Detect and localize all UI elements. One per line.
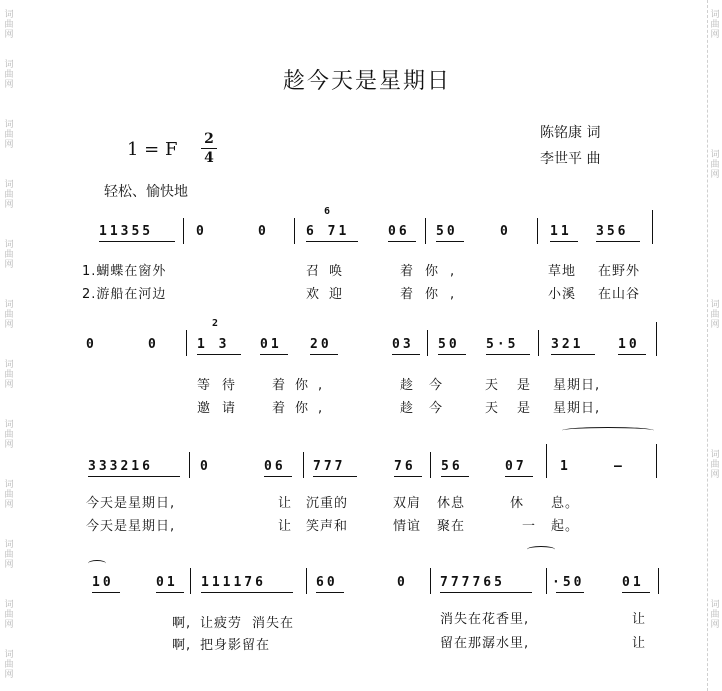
lyric: 是	[517, 401, 532, 416]
time-signature-bottom: 4	[204, 150, 214, 166]
beam	[440, 592, 532, 593]
beam	[486, 354, 530, 355]
song-title: 趁今天是星期日	[283, 69, 452, 94]
lyric: 情谊	[393, 519, 422, 534]
lyric: 让	[278, 519, 293, 534]
bar-line	[306, 568, 307, 594]
lyric: 小溪	[548, 287, 577, 302]
lyric: 趁今	[400, 378, 459, 393]
note-group: 01	[260, 337, 282, 352]
bar-line	[430, 452, 431, 478]
note-group: 0	[196, 224, 207, 239]
bar-line	[427, 330, 428, 356]
lyric: 趁今	[400, 401, 459, 416]
lyric: 着你,	[272, 401, 333, 416]
bar-line	[303, 452, 304, 478]
note-group: 111176	[201, 575, 266, 590]
note-group: 10	[618, 337, 640, 352]
lyric: 双肩	[393, 496, 422, 511]
lyric: 今天是星期日,	[86, 496, 176, 511]
bar-line	[425, 218, 426, 244]
note-group: —	[614, 459, 625, 474]
beam	[438, 354, 466, 355]
note-group: 333216	[88, 459, 153, 474]
lyric: 留在那潺水里,	[440, 636, 530, 651]
lyric: 天	[485, 401, 500, 416]
note-group: 11	[550, 224, 572, 239]
note-group: 03	[392, 337, 414, 352]
watermark: 词曲网	[4, 60, 14, 90]
watermark: 词曲网	[4, 600, 14, 630]
beam	[556, 592, 584, 593]
beam	[197, 354, 241, 355]
beam	[392, 354, 420, 355]
note-group: ·50	[552, 575, 585, 590]
note-group: 1 3	[197, 337, 230, 352]
beam	[618, 354, 646, 355]
lyric: 2.游船在河边	[82, 287, 167, 302]
beam	[156, 592, 184, 593]
watermark: 词曲网	[4, 480, 14, 510]
beam	[550, 241, 578, 242]
beam	[436, 241, 464, 242]
lyric: 消失在	[252, 616, 295, 631]
note-group: 10	[92, 575, 114, 590]
beam	[201, 592, 293, 593]
watermark: 词曲网	[4, 420, 14, 450]
time-signature-line	[201, 148, 217, 149]
beam	[313, 476, 357, 477]
beam	[388, 241, 416, 242]
lyric: 星期日,	[553, 401, 601, 416]
lyric: 邀请	[197, 401, 248, 416]
note-group: 20	[310, 337, 332, 352]
beam	[316, 592, 344, 593]
beam	[260, 354, 288, 355]
watermark: 词曲网	[4, 10, 14, 40]
lyric: 消失在花香里,	[440, 612, 530, 627]
watermark: 词曲网	[4, 540, 14, 570]
watermark: 词曲网	[4, 180, 14, 210]
tie-arc	[88, 560, 106, 567]
lyric: 在山谷	[598, 287, 641, 302]
note-group: 06	[264, 459, 286, 474]
watermark: 词曲网	[4, 240, 14, 270]
note-group: 0	[148, 337, 159, 352]
lyric: 让疲劳	[200, 616, 243, 631]
note-group: 07	[505, 459, 527, 474]
tempo-marking: 轻松、愉快地	[104, 184, 188, 200]
watermark: 词曲网	[710, 600, 720, 630]
note-group: 777	[313, 459, 346, 474]
bar-line	[658, 568, 659, 594]
tie-arc	[562, 427, 654, 434]
lyricist-credit: 陈铭康 词	[540, 125, 601, 141]
lyric: 欢迎	[306, 287, 353, 302]
key-signature: 1 = F	[127, 139, 178, 160]
note-group: 01	[156, 575, 178, 590]
lyric: 1.蝴蝶在窗外	[82, 264, 167, 279]
lyric: 星期日,	[553, 378, 601, 393]
lyric: 召唤	[306, 264, 353, 279]
beam	[622, 592, 650, 593]
watermark: 词曲网	[4, 360, 14, 390]
tie-arc	[527, 546, 555, 553]
note-group: 06	[388, 224, 410, 239]
note-group: 0	[258, 224, 269, 239]
bar-line	[189, 452, 190, 478]
lyric: 在野外	[598, 264, 641, 279]
beam	[306, 241, 358, 242]
note-group: 6 71	[306, 224, 350, 239]
lyric: 把身影留在	[200, 638, 271, 653]
lyric: 啊,	[172, 616, 192, 631]
lyric: 聚在	[437, 519, 466, 534]
bar-line	[656, 322, 657, 356]
lyric: 沉重的	[306, 496, 349, 511]
watermark: 词曲网	[710, 10, 720, 40]
note-group: 56	[441, 459, 463, 474]
watermark: 词曲网	[4, 300, 14, 330]
lyric: 等待	[197, 378, 248, 393]
note-group: 0	[397, 575, 408, 590]
page-margin-line	[707, 0, 708, 691]
watermark: 词曲网	[710, 150, 720, 180]
note-group: 5·5	[486, 337, 519, 352]
bar-line	[537, 218, 538, 244]
bar-line	[546, 444, 547, 478]
lyric: 啊,	[172, 638, 192, 653]
beam	[505, 476, 533, 477]
bar-line	[183, 218, 184, 244]
note-group: 356	[596, 224, 629, 239]
note-group: 321	[551, 337, 584, 352]
bar-line	[538, 330, 539, 356]
lyric: 让	[632, 636, 647, 651]
bar-line	[546, 568, 547, 594]
note-group: 50	[436, 224, 458, 239]
note-group: 60	[316, 575, 338, 590]
lyric: 着你,	[400, 264, 467, 279]
watermark: 词曲网	[4, 650, 14, 680]
note-group: 11355	[99, 224, 154, 239]
beam	[441, 476, 469, 477]
bar-line	[190, 568, 191, 594]
note-group: 1	[560, 459, 571, 474]
grace-note: 6	[324, 206, 334, 217]
note-group: 0	[500, 224, 511, 239]
note-group: 76	[394, 459, 416, 474]
lyric: 休息	[437, 496, 466, 511]
lyric: 让	[632, 612, 647, 627]
note-group: 01	[622, 575, 644, 590]
bar-line	[186, 330, 187, 356]
note-group: 0	[86, 337, 97, 352]
lyric: 息。	[551, 496, 580, 511]
beam	[92, 592, 120, 593]
beam	[551, 354, 595, 355]
time-signature-top: 2	[204, 131, 214, 147]
lyric: 笑声和	[306, 519, 349, 534]
bar-line	[294, 218, 295, 244]
watermark: 词曲网	[710, 300, 720, 330]
lyric: 着你,	[272, 378, 333, 393]
beam	[596, 241, 640, 242]
grace-note: 2	[212, 318, 222, 329]
composer-credit: 李世平 曲	[540, 151, 601, 167]
lyric: 休	[510, 496, 525, 511]
beam	[310, 354, 338, 355]
watermark: 词曲网	[710, 450, 720, 480]
lyric: 是	[517, 378, 532, 393]
lyric: 着你,	[400, 287, 467, 302]
beam	[88, 476, 180, 477]
note-group: 50	[438, 337, 460, 352]
beam	[394, 476, 422, 477]
lyric: 天	[485, 378, 500, 393]
lyric: 草地	[548, 264, 577, 279]
lyric: 一	[522, 519, 537, 534]
note-group: 0	[200, 459, 211, 474]
bar-line	[430, 568, 431, 594]
bar-line	[656, 444, 657, 478]
note-group: 777765	[440, 575, 505, 590]
beam	[99, 241, 175, 242]
lyric: 让	[278, 496, 293, 511]
watermark: 词曲网	[4, 120, 14, 150]
lyric: 今天是星期日,	[86, 519, 176, 534]
beam	[264, 476, 292, 477]
bar-line	[652, 210, 653, 244]
lyric: 起。	[551, 519, 580, 534]
